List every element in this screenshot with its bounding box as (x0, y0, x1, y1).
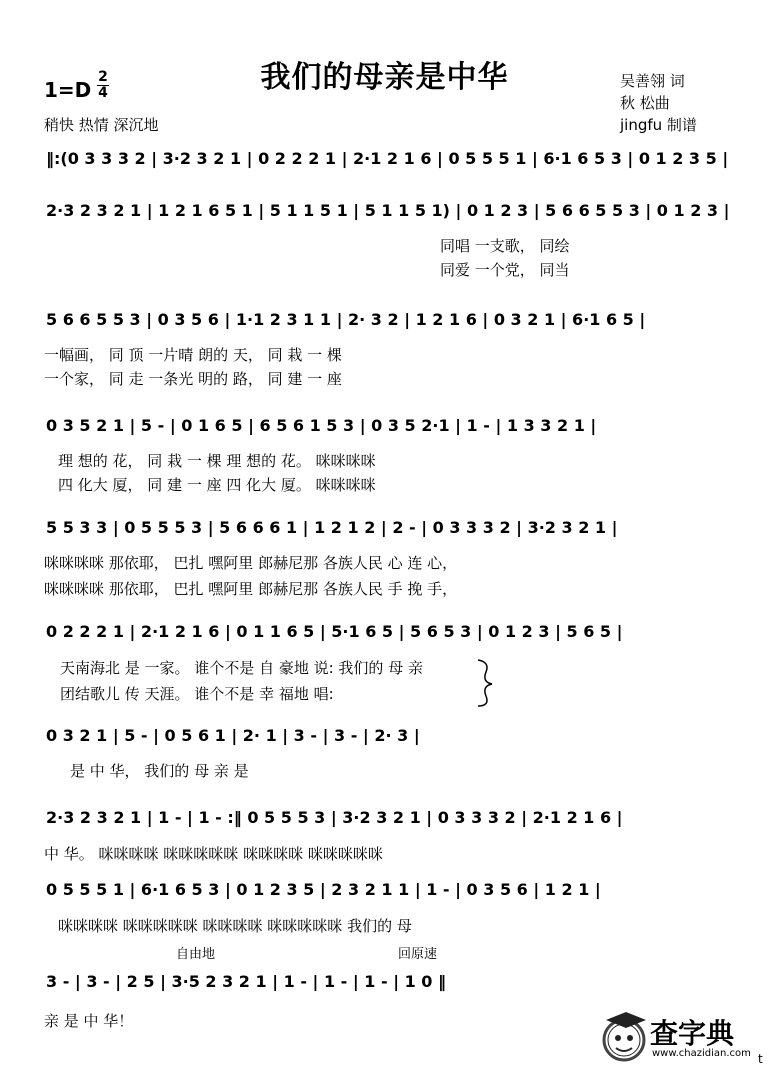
notation-line-10: 3 - | 3 - | 2 5 | 3·5 2 3 2 1 | 1 - | 1 - | 1 - | 1 0 ‖ (46, 972, 447, 991)
lyrics-line-6b: 团结歌儿 传 天涯。 谁个不是 幸 福地 唱: (60, 685, 334, 703)
lyrics-line-2a: 同唱 一支歌， 同绘 (440, 237, 570, 255)
lyrics-line-7: 是 中 华， 我们的 母 亲 是 (70, 762, 249, 780)
song-title: 我们的母亲是中华 (260, 60, 509, 95)
lyrics-line-2b: 同爱 一个党， 同当 (440, 261, 570, 279)
lyrics-line-8: 中 华。 咪咪咪咪 咪咪咪咪咪 咪咪咪咪 咪咪咪咪咪 (44, 845, 383, 863)
notation-line-3: 5 6 6 5 5 3 | 0 3 5 6 | 1·1 2 3 1 1 | 2· 3 2 | 1 2 1 6 | 0 3 2 1 | 6·1 6 5 | (46, 310, 646, 329)
notation-line-9: 0 5 5 5 1 | 6·1 6 5 3 | 0 1 2 3 5 | 2 3 2 1 1 | 1 - | 0 3 5 6 | 1 2 1 | (46, 880, 601, 899)
tempo-marking: 稍快 热情 深沉地 (44, 116, 159, 134)
notation-line-7: 0 3 2 1 | 5 - | 0 5 6 1 | 2· 1 | 3 - | 3 - | 2· 3 | (46, 726, 420, 745)
watermark-suffix: t (758, 1052, 763, 1066)
arranger-credit: jingfu 制谱 (620, 116, 697, 134)
lyrics-line-10: 亲 是 中 华！ (44, 1012, 134, 1030)
lyrics-line-4a: 理 想的 花， 同 栽 一 棵 理 想的 花。 咪咪咪咪 (58, 452, 376, 470)
watermark-text: 查字典 (650, 1017, 735, 1050)
notation-line-4: 0 3 5 2 1 | 5 - | 0 1 6 5 | 6 5 6 1 5 3 | 0 3 5 2·1 | 1 - | 1 3 3 2 1 | (46, 416, 597, 435)
composer-credit: 秋 松曲 (620, 94, 670, 112)
notation-line-5: 5 5 3 3 | 0 5 5 5 3 | 5 6 6 6 1 | 1 2 1 2 | 2 - | 0 3 3 3 2 | 3·2 3 2 1 | (46, 518, 618, 537)
key-signature: 1=D (44, 78, 92, 102)
lyrics-line-6a: 天南海北 是 一家。 谁个不是 自 豪地 说: 我们的 母 亲 (60, 659, 423, 677)
lyricist-credit: 吴善翎 词 (620, 72, 685, 90)
time-denominator: 4 (98, 85, 108, 101)
notation-line-6: 0 2 2 2 1 | 2·1 2 1 6 | 0 1 1 6 5 | 5·1 6 5 | 5 6 5 3 | 0 1 2 3 | 5 6 5 | (46, 622, 623, 641)
watermark-url: www.chazidian.com (652, 1048, 751, 1059)
notation-line-8: 2·3 2 3 2 1 | 1 - | 1 - :‖ 0 5 5 5 3 | 3·2 3 2 1 | 0 3 3 3 2 | 2·1 2 1 6 | (46, 808, 623, 827)
lyrics-line-5a: 咪咪咪咪 那依耶， 巴扎 嘿阿里 郎赫尼那 各族人民 心 连 心， (44, 554, 458, 572)
lyrics-line-5b: 咪咪咪咪 那依耶， 巴扎 嘿阿里 郎赫尼那 各族人民 手 挽 手， (44, 580, 458, 598)
lyrics-line-9: 咪咪咪咪 咪咪咪咪咪 咪咪咪咪 咪咪咪咪咪 我们的 母 (58, 917, 412, 935)
lyrics-line-3b: 一个家， 同 走 一条光 明的 路， 同 建 一 座 (44, 370, 342, 388)
notation-line-1: ‖:(0 3 3 3 2 | 3·2 3 2 1 | 0 2 2 2 1 | 2·1 2 1 6 | 0 5 5 5 1 | 6·1 6 5 3 | 0 1 2 3 5 | (46, 149, 729, 168)
tempo-hint-free: 自由地 (176, 947, 216, 962)
lyrics-line-4b: 四 化大 厦， 同 建 一 座 四 化大 厦。 咪咪咪咪 (58, 476, 376, 494)
lyrics-line-3a: 一幅画， 同 顶 一片晴 朗的 天， 同 栽 一 棵 (44, 346, 342, 364)
tempo-hint-resume: 回原速 (398, 947, 438, 962)
notation-line-2: 2·3 2 3 2 1 | 1 2 1 6 5 1 | 5 1 1 5 1 | 5 1 1 5 1) | 0 1 2 3 | 5 6 6 5 5 3 | 0 1 2 3 | (46, 201, 730, 220)
time-numerator: 2 (98, 69, 108, 85)
